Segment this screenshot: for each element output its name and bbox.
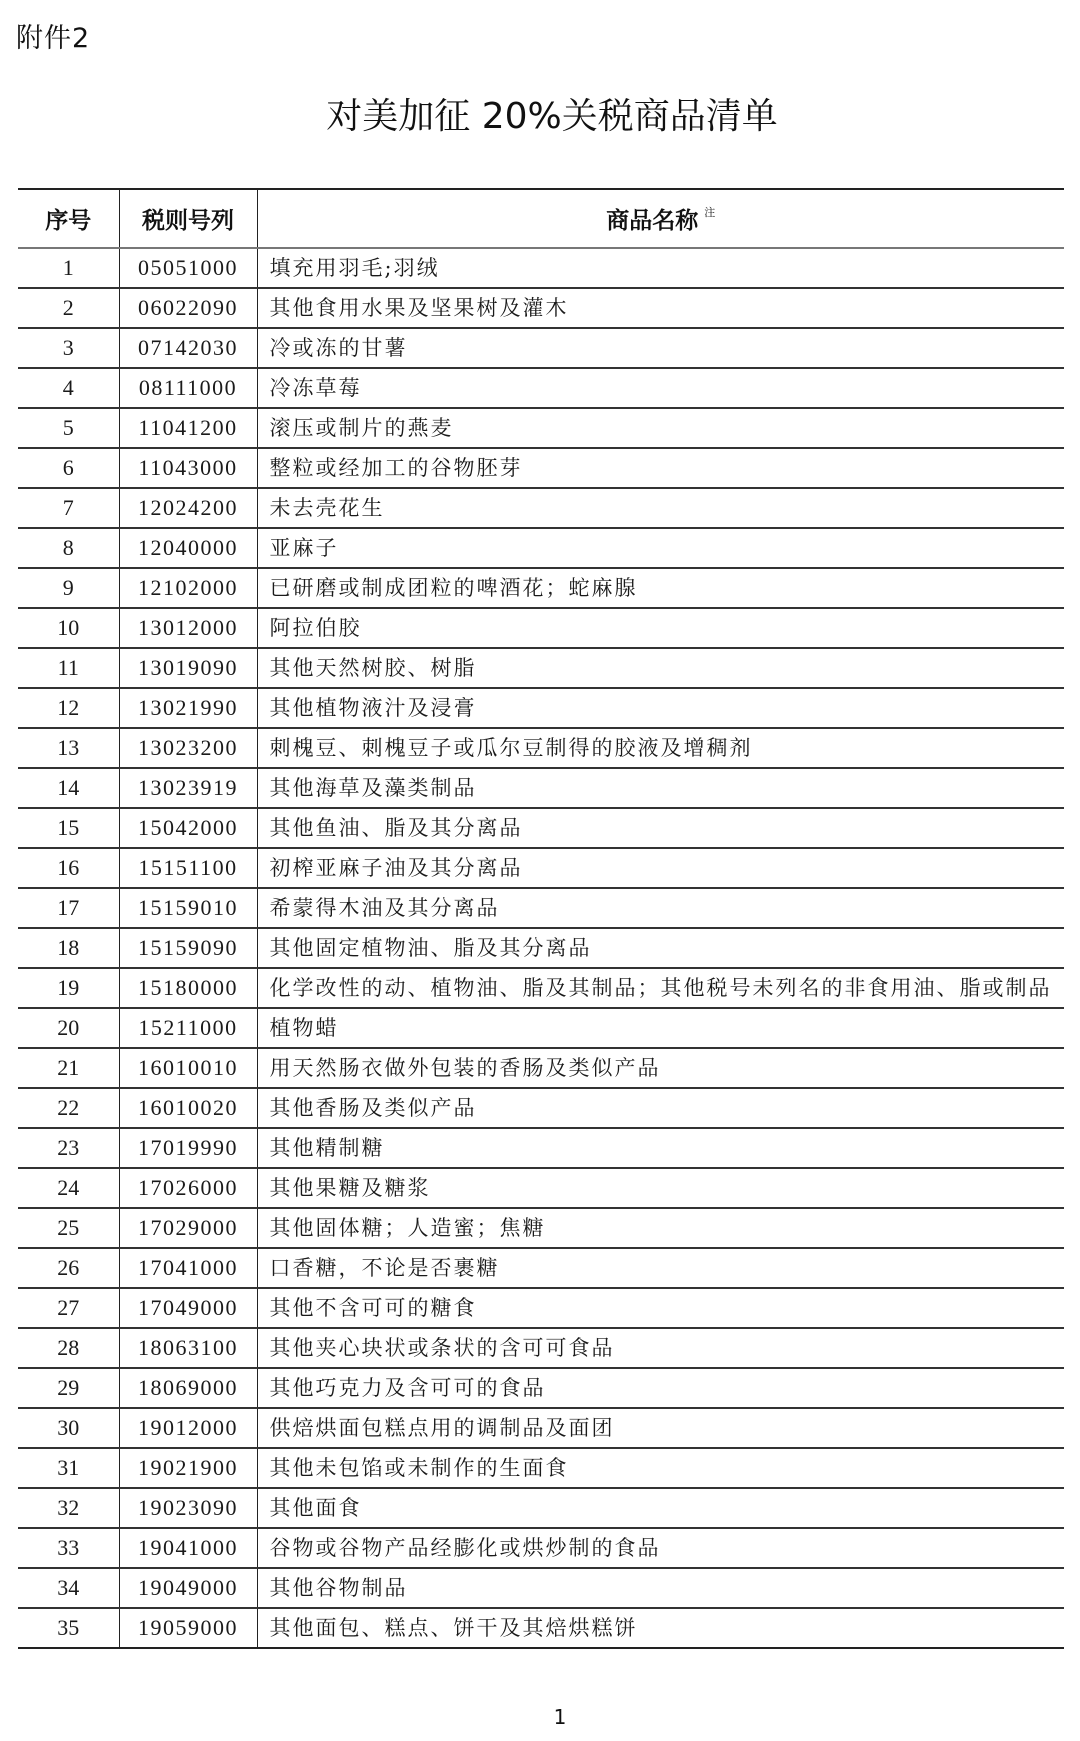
row-product-name-cell: 其他巧克力及含可可的食品: [257, 1368, 1064, 1408]
row-tariff-code-cell: 15211000: [119, 1008, 257, 1048]
row-seq-cell: 22: [18, 1088, 119, 1128]
table-row: [18, 608, 1064, 648]
row-seq-cell: 21: [18, 1048, 119, 1088]
header-note-marker: 注: [704, 206, 716, 219]
row-tariff-code-cell: 19041000: [119, 1528, 257, 1568]
table-row: [18, 328, 1064, 368]
row-product-name-cell: 植物蜡: [257, 1008, 1064, 1048]
row-seq-cell: 35: [57, 1615, 80, 1640]
table-header-row: [18, 189, 1064, 248]
table-row: [18, 1088, 1064, 1128]
row-tariff-code-cell: 07142030: [119, 328, 257, 368]
row-tariff-code-cell: 16010010: [119, 1048, 257, 1088]
row-product-name-cell: 初榨亚麻子油及其分离品: [257, 848, 1064, 888]
row-tariff-code-cell: 08111000: [119, 368, 257, 408]
table-row: [18, 808, 1064, 848]
page-number: 1: [553, 1705, 567, 1729]
table-row: [18, 1568, 1064, 1608]
row-product-name-cell: 其他面包、糕点、饼干及其焙烘糕饼: [257, 1608, 1064, 1648]
row-product-name-cell: 其他未包馅或未制作的生面食: [257, 1448, 1064, 1488]
header-product-name-label: 商品名称: [606, 208, 699, 234]
header-product-name: [257, 189, 1064, 248]
table-row: [18, 1208, 1064, 1248]
row-tariff-code-cell: 17029000: [119, 1208, 257, 1248]
table-row: [18, 368, 1064, 408]
row-seq-cell: 13: [18, 728, 119, 768]
row-seq-cell: 29: [18, 1368, 119, 1408]
row-tariff-code-cell: 19023090: [119, 1488, 257, 1528]
row-seq-cell: 19: [18, 968, 119, 1008]
row-seq-cell: 27: [18, 1288, 119, 1328]
row-product-name-cell: 其他植物液汁及浸膏: [257, 688, 1064, 728]
row-tariff-code-cell: 17026000: [119, 1168, 257, 1208]
row-product-name-cell: 阿拉伯胶: [257, 608, 1064, 648]
row-tariff-code-cell: 11041200: [119, 408, 257, 448]
row-seq-cell: 23: [18, 1128, 119, 1168]
row-product-name-cell: 冷冻草莓: [257, 368, 1064, 408]
row-product-name-cell: 其他精制糖: [257, 1128, 1064, 1168]
table-row: [18, 1488, 1064, 1528]
table-row: [18, 288, 1064, 328]
table-row: [18, 568, 1064, 608]
row-tariff-code-cell: 16010020: [119, 1088, 257, 1128]
row-product-name-cell: 口香糖，不论是否裹糖: [257, 1248, 1064, 1288]
table-row: [18, 488, 1064, 528]
table-row: [18, 1528, 1064, 1568]
row-product-name-cell: 化学改性的动、植物油、脂及其制品；其他税号未列名的非食用油、脂或制品: [257, 968, 1064, 1008]
row-seq-cell: 18: [18, 928, 119, 968]
row-seq-cell: 16: [18, 848, 119, 888]
row-product-name-cell: 未去壳花生: [257, 488, 1064, 528]
row-seq-cell: 34: [18, 1568, 119, 1608]
row-seq-cell: 12: [18, 688, 119, 728]
table-row: [18, 728, 1064, 768]
row-tariff-code-cell: 13023200: [119, 728, 257, 768]
row-product-name-cell: 整粒或经加工的谷物胚芽: [257, 448, 1064, 488]
row-tariff-code-cell: 19021900: [119, 1448, 257, 1488]
table-row: [18, 928, 1064, 968]
row-tariff-code-cell: 05051000: [119, 248, 257, 288]
table-row: [18, 1288, 1064, 1328]
table-row: [18, 1448, 1064, 1488]
table-row: [18, 768, 1064, 808]
row-seq-cell: 31: [18, 1448, 119, 1488]
row-product-name-cell: 填充用羽毛;羽绒: [257, 248, 1064, 288]
row-product-name-cell: 刺槐豆、刺槐豆子或瓜尔豆制得的胶液及增稠剂: [257, 728, 1064, 768]
row-tariff-code-cell: 15159090: [119, 928, 257, 968]
header-tariff-code: 税则号列: [119, 189, 257, 248]
row-seq-cell: 24: [18, 1168, 119, 1208]
row-tariff-code-cell: 12102000: [119, 568, 257, 608]
row-tariff-code-cell: 15159010: [119, 888, 257, 928]
row-seq-cell: 3: [18, 328, 119, 368]
table-row: [18, 1128, 1064, 1168]
row-product-name-cell: 其他果糖及糖浆: [257, 1168, 1064, 1208]
row-seq-cell: 8: [18, 528, 119, 568]
row-tariff-code-cell: 13023919: [119, 768, 257, 808]
row-seq-cell: 14: [18, 768, 119, 808]
table-row: [18, 248, 1064, 288]
row-seq-cell: 2: [18, 288, 119, 328]
row-product-name-cell: 谷物或谷物产品经膨化或烘炒制的食品: [257, 1528, 1064, 1568]
row-product-name-cell: 其他鱼油、脂及其分离品: [257, 808, 1064, 848]
row-seq-cell: 11: [18, 648, 119, 688]
row-seq-cell: 5: [18, 408, 119, 448]
row-product-name-cell: 其他面食: [257, 1488, 1064, 1528]
row-seq-cell: 6: [18, 448, 119, 488]
table-row: [18, 1048, 1064, 1088]
row-tariff-code-cell: 19012000: [119, 1408, 257, 1448]
row-seq-cell: 33: [18, 1528, 119, 1568]
document-title: 对美加征 20%关税商品清单: [326, 96, 778, 137]
row-tariff-code-cell: 15151100: [119, 848, 257, 888]
row-product-name-cell: 冷或冻的甘薯: [257, 328, 1064, 368]
table-row: [18, 1608, 1064, 1648]
table-row: [18, 408, 1064, 448]
row-seq-cell: 32: [18, 1488, 119, 1528]
table-row: [18, 1368, 1064, 1408]
attachment-label: 附件2: [16, 23, 91, 54]
row-tariff-code-cell: 12024200: [119, 488, 257, 528]
row-tariff-code-cell: 15042000: [119, 808, 257, 848]
row-seq-cell: 26: [18, 1248, 119, 1288]
row-product-name-cell: 其他不含可可的糖食: [257, 1288, 1064, 1328]
row-seq-cell: 10: [18, 608, 119, 648]
row-tariff-code-cell: 12040000: [119, 528, 257, 568]
table-row: [18, 648, 1064, 688]
row-tariff-code-cell: 17019990: [119, 1128, 257, 1168]
row-seq-cell: 15: [18, 808, 119, 848]
table-row: [18, 888, 1064, 928]
row-seq-cell: 4: [18, 368, 119, 408]
table-row: [18, 688, 1064, 728]
tariff-goods-table: [18, 188, 1064, 1649]
row-product-name-cell: 供焙烘面包糕点用的调制品及面团: [257, 1408, 1064, 1448]
row-product-name-cell: 其他固定植物油、脂及其分离品: [257, 928, 1064, 968]
row-tariff-code-cell: 19059000: [119, 1608, 257, 1648]
row-tariff-code-cell: 06022090: [119, 288, 257, 328]
row-product-name-cell: 希蒙得木油及其分离品: [257, 888, 1064, 928]
row-seq-cell: 9: [18, 568, 119, 608]
row-tariff-code-cell: 13021990: [119, 688, 257, 728]
header-seq: 序号: [18, 189, 119, 248]
row-product-name-cell: 其他海草及藻类制品: [257, 768, 1064, 808]
row-seq-cell: 25: [18, 1208, 119, 1248]
row-seq-cell: 7: [18, 488, 119, 528]
table-row: [18, 1248, 1064, 1288]
row-tariff-code-cell: 17041000: [119, 1248, 257, 1288]
table-row: [18, 1408, 1064, 1448]
row-seq-cell: 17: [18, 888, 119, 928]
row-tariff-code-cell: 13019090: [119, 648, 257, 688]
row-seq-cell: 20: [18, 1008, 119, 1048]
table-row: [18, 528, 1064, 568]
row-product-name-cell: 已研磨或制成团粒的啤酒花；蛇麻腺: [257, 568, 1064, 608]
row-tariff-code-cell: 18063100: [119, 1328, 257, 1368]
table-row: [18, 448, 1064, 488]
row-tariff-code-cell: 18069000: [119, 1368, 257, 1408]
row-tariff-code-cell: 15180000: [119, 968, 257, 1008]
row-product-name-cell: 用天然肠衣做外包装的香肠及类似产品: [257, 1048, 1064, 1088]
table-row: [18, 1168, 1064, 1208]
row-product-name-cell: 其他谷物制品: [257, 1568, 1064, 1608]
row-product-name-cell: 亚麻子: [257, 528, 1064, 568]
row-product-name-cell: 其他夹心块状或条状的含可可食品: [257, 1328, 1064, 1368]
row-product-name-cell: 其他食用水果及坚果树及灌木: [257, 288, 1064, 328]
row-seq-cell: 1: [18, 248, 119, 288]
table-row: [18, 848, 1064, 888]
row-seq-cell: 28: [18, 1328, 119, 1368]
row-tariff-code-cell: 13012000: [119, 608, 257, 648]
table-row: [18, 1328, 1064, 1368]
row-tariff-code-cell: 17049000: [119, 1288, 257, 1328]
row-product-name-cell: 滚压或制片的燕麦: [257, 408, 1064, 448]
table-row: [18, 968, 1064, 1008]
table-row: [18, 1008, 1064, 1048]
row-tariff-code-cell: 19049000: [119, 1568, 257, 1608]
row-product-name-cell: 其他固体糖；人造蜜；焦糖: [257, 1208, 1064, 1248]
row-seq-cell: 30: [18, 1408, 119, 1448]
row-product-name-cell: 其他天然树胶、树脂: [257, 648, 1064, 688]
row-product-name-cell: 其他香肠及类似产品: [257, 1088, 1064, 1128]
table-body: [18, 248, 1064, 1648]
row-tariff-code-cell: 11043000: [119, 448, 257, 488]
